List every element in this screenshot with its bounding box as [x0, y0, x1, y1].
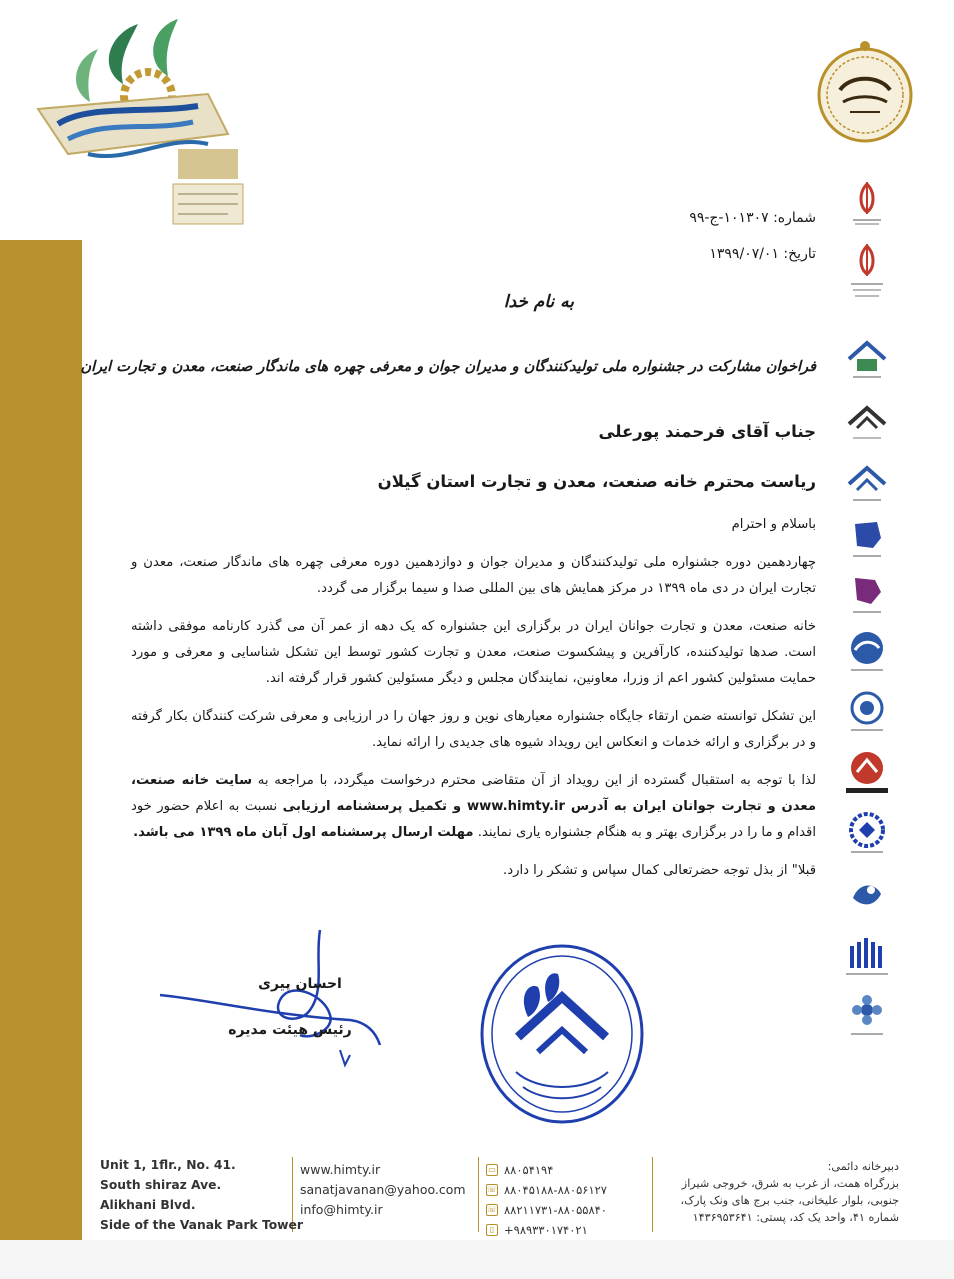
- bottom-margin: [0, 1240, 954, 1279]
- footer-divider: [478, 1157, 479, 1232]
- phone-number: ۸۸۰۴۵۱۸۸-۸۸۰۵۶۱۲۷: [504, 1183, 607, 1197]
- footer-fa-line: بزرگراه همت، از غرب به شرق، خروجی شیراز: [681, 1177, 899, 1190]
- house-logo-green-icon: [832, 333, 902, 385]
- fax-icon: ▭: [486, 1164, 498, 1176]
- paragraph-4-part-b: سایت خانه صنعت، معدن و تجارت جوانان ایران به آدرس www.himty.ir و تکمیل پرسشنامه ارزیابی: [131, 773, 817, 814]
- member-logos-column: [832, 178, 902, 1078]
- footer-fa-line: دبیرخانه دائمی:: [827, 1160, 899, 1173]
- gear-emblem-icon: [832, 808, 902, 860]
- footer-web-contacts: [300, 1160, 466, 1220]
- festival-logo: [28, 14, 253, 239]
- flower-logo-icon: [832, 990, 902, 1042]
- closing: قبلا" از بذل توجه حضرتعالی کمال سپاس و تشکر را دارد.: [503, 863, 816, 878]
- fund-swirl-icon: [832, 626, 902, 678]
- footer-en-line: South shiraz Ave.: [100, 1178, 222, 1192]
- province-map-icon: [832, 514, 902, 566]
- email-link[interactable]: info@himty.ir: [300, 1202, 383, 1217]
- paragraph-4-part-c: نسبت به اعلام حضور خود اقدام و ما را در برگزاری بهتر و به هنگام جشنواره یاری نمایند.: [131, 799, 816, 840]
- handwritten-signature: [150, 920, 400, 1080]
- phone-number: +۹۸۹۳۳۰۱۷۴۰۲۱: [504, 1223, 588, 1237]
- house-logo-blue-icon: [832, 456, 902, 508]
- greeting: باسلام و احترام: [731, 517, 816, 532]
- house-logo-dark-icon: [832, 396, 902, 448]
- addressee-position: ریاست محترم خانه صنعت، معدن و تجارت استان گیلان: [377, 472, 816, 491]
- paragraph-2: خانه صنعت، معدن و تجارت جوانان ایران در برگزاری این جشنواره که یک دهه از عمر آن می گذرد کارنامه موفقی داشته است. صدها تولیدکننده، کارآفرین و پیشکسوت صنعت، معدن و تجارت کشور توسط این تشکل شناسایی و معرفی و مورد حمایت مسئولین کشور اعم از وزرا، معاونین، نمایندگان مجلس و دیگر مسئولین کشور قرار گرفته اند.: [131, 619, 816, 686]
- footer-en-line: Alikhani Blvd.: [100, 1198, 196, 1212]
- footer-en-line: Unit 1, 1flr., No. 41.: [100, 1158, 236, 1172]
- province-map-purple-icon: [832, 570, 902, 622]
- wave-logo-icon: [832, 868, 902, 920]
- iran-emblem-icon: [832, 178, 902, 230]
- number-label: شماره:: [773, 210, 816, 226]
- footer-phones: [486, 1160, 607, 1240]
- letter-title: فراخوان مشارکت در جشنواره ملی تولیدکنندگان و مدیران جوان و معرفی چهره های ماندگار صنعت، معدن و تجارت ایران: [80, 358, 816, 375]
- date-label: تاریخ:: [783, 246, 816, 262]
- footer-persian-address: [609, 1158, 899, 1226]
- email-link[interactable]: sanatjavanan@yahoo.com: [300, 1182, 466, 1197]
- phone-number: ۸۸۲۱۱۷۳۱-۸۸۰۵۵۸۴۰: [504, 1203, 607, 1217]
- export-fund-icon: [832, 686, 902, 738]
- website-link[interactable]: www.himty.ir: [300, 1162, 381, 1177]
- addressee-name: جناب آقای فرحمند پورعلی: [598, 422, 816, 441]
- footer-fa-line: جنوبی، بلوار علیخانی، جنب برج های ونک پارک،: [680, 1194, 899, 1207]
- paragraph-4-part-a: لذا با توجه به استقبال گسترده از این رویداد از آن متقاضی محترم درخواست میگردد، با مراجعه به: [257, 773, 816, 788]
- year-seal-emblem: [815, 40, 915, 155]
- phone-icon: ☏: [487, 1205, 498, 1214]
- paragraph-1: چهاردهمین دوره جشنواره ملی تولیدکنندگان و مدیران جوان و دوازدهمین دوره معرفی چهره های ماندگار صنعت، معدن و تجارت ایران در دی ماه ۱۳۹۹ در مرکز همایش های بین المللی صدا و سیما برگزار می گردد.: [131, 555, 816, 596]
- basmala: به نام خدا: [503, 292, 574, 312]
- mine-house-icon: [832, 746, 902, 798]
- iran-emblem-icon: [832, 246, 902, 298]
- paragraph-4: [131, 768, 816, 846]
- gold-side-bar: [0, 240, 82, 1240]
- paragraph-3: این تشکل توانسته ضمن ارتقاء جایگاه جشنواره معیارهای نوین و روز جهان را در ارزیابی و معرفی شرکت کنندگان بکار گرفته و در برگزاری و ارائه خدمات و انعکاس این رویداد شیوه های جدیدی را ارائه نماید.: [131, 709, 816, 750]
- letter-meta: [689, 200, 816, 272]
- signer-title: رئیس هیئت مدیره: [228, 1022, 352, 1038]
- footer-fa-line: شماره ۴۱، واحد یک کد، پستی: ۱۴۳۶۹۵۳۶۴۱: [692, 1211, 899, 1224]
- number-value: ۱۰۱۳۰۷-ج-۹۹: [689, 210, 769, 226]
- building-logo-icon: [832, 930, 902, 982]
- footer-english-address: [100, 1155, 303, 1235]
- organization-stamp: [478, 942, 646, 1127]
- phone-number: ۸۸۰۵۴۱۹۴: [504, 1163, 554, 1177]
- date-value: ۱۳۹۹/۰۷/۰۱: [709, 246, 779, 262]
- paragraph-4-part-d: مهلت ارسال پرسشنامه اول آبان ماه ۱۳۹۹ می باشد.: [133, 825, 474, 840]
- mobile-icon: ▯: [486, 1224, 498, 1236]
- footer-en-line: Side of the Vanak Park Tower: [100, 1218, 303, 1232]
- signer-name: احسان پیری: [258, 976, 342, 992]
- phone-icon: ☏: [487, 1185, 498, 1194]
- letter-body: [131, 512, 816, 896]
